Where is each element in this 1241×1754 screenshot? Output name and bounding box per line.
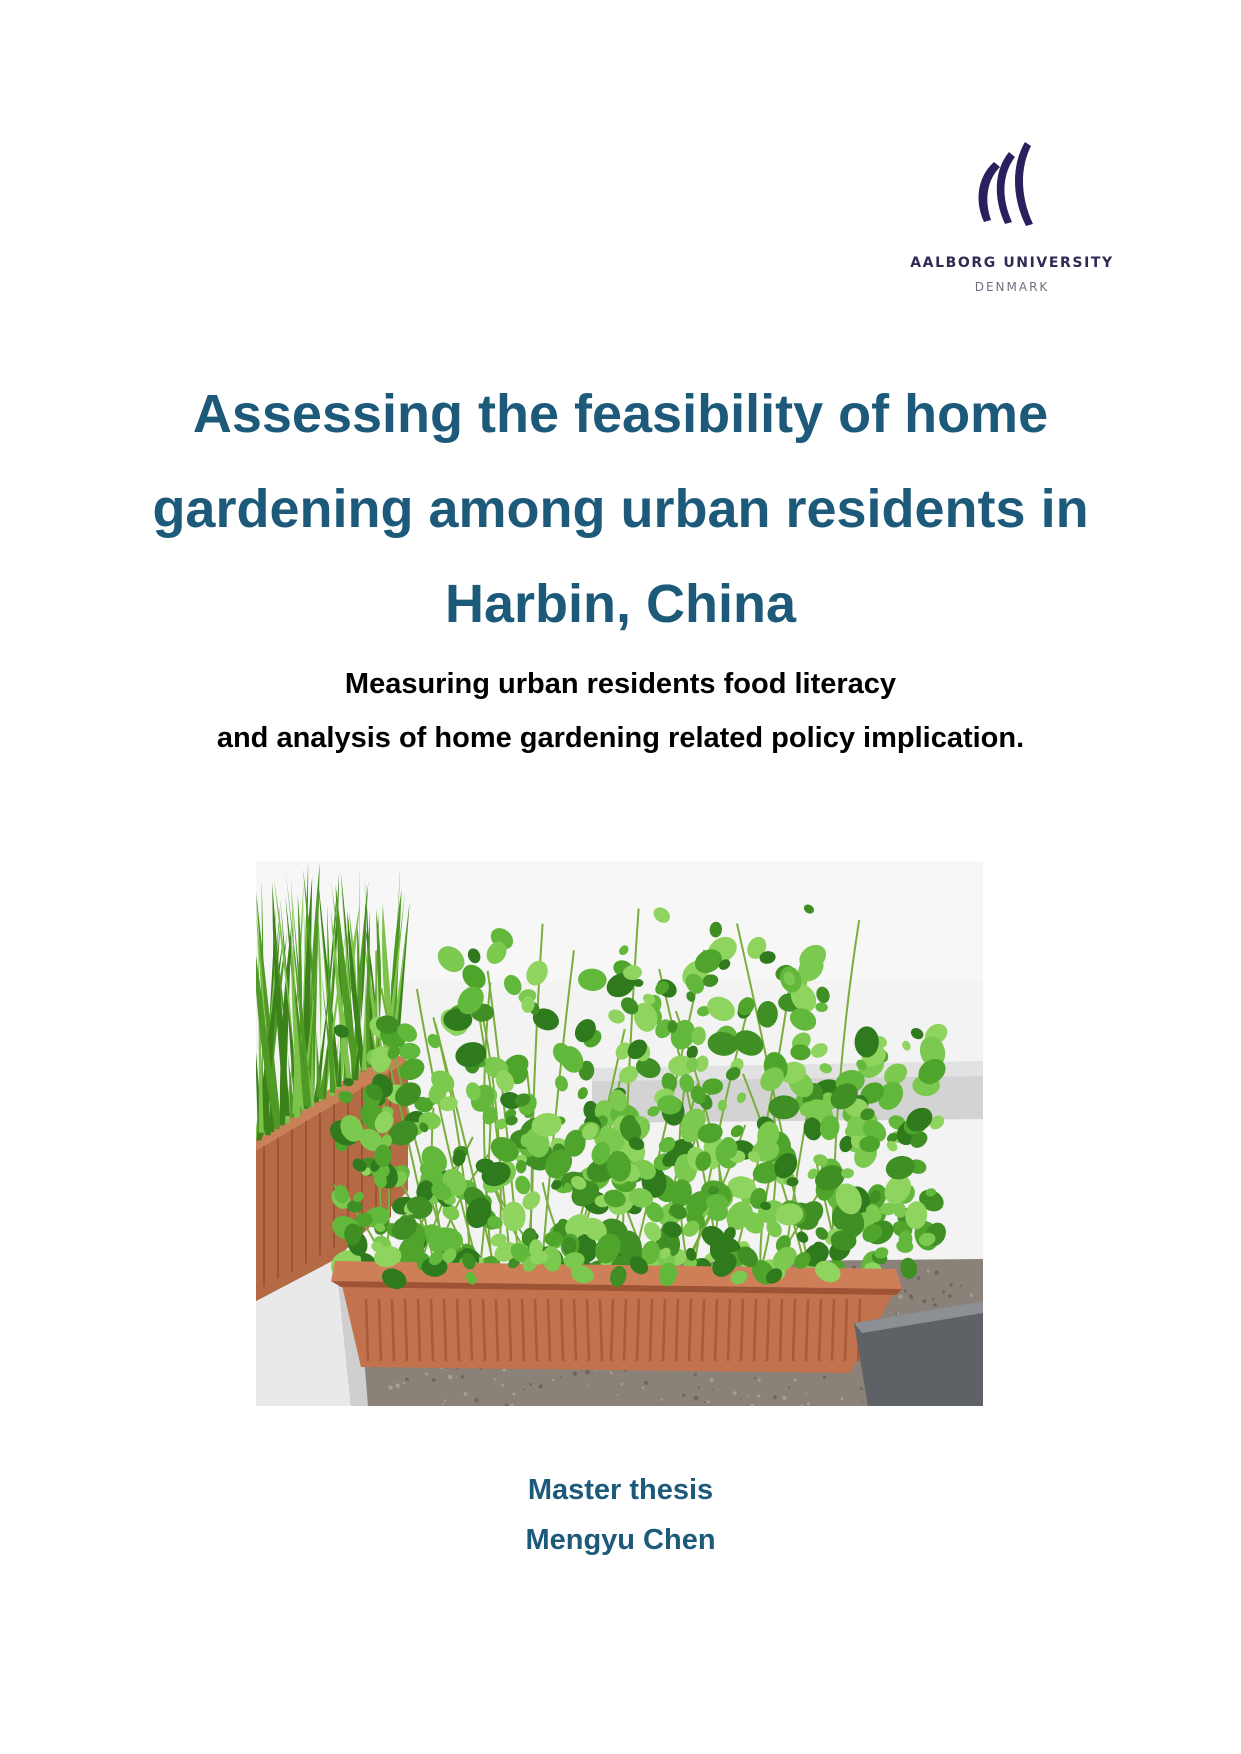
thesis-subtitle bbox=[0, 657, 1241, 765]
document-type: Master thesis bbox=[527, 1474, 714, 1506]
title-line: gardening among urban residents in bbox=[152, 479, 1089, 539]
cover-photo-potted-herbs bbox=[256, 861, 983, 1406]
author-name: Mengyu Chen bbox=[525, 1524, 716, 1556]
title-line: Harbin, China bbox=[444, 574, 797, 634]
subtitle-line: Measuring urban residents food literacy bbox=[344, 668, 897, 700]
logo-university-name: AALBORG UNIVERSITY bbox=[910, 255, 1114, 271]
title-line: Assessing the feasibility of home bbox=[192, 384, 1049, 444]
subtitle-line: and analysis of home gardening related policy implication. bbox=[216, 722, 1025, 754]
aalborg-university-logo-icon bbox=[972, 140, 1040, 226]
thesis-title bbox=[0, 367, 1241, 652]
thesis-footer bbox=[0, 1465, 1241, 1565]
logo-country: DENMARK bbox=[974, 280, 1050, 294]
